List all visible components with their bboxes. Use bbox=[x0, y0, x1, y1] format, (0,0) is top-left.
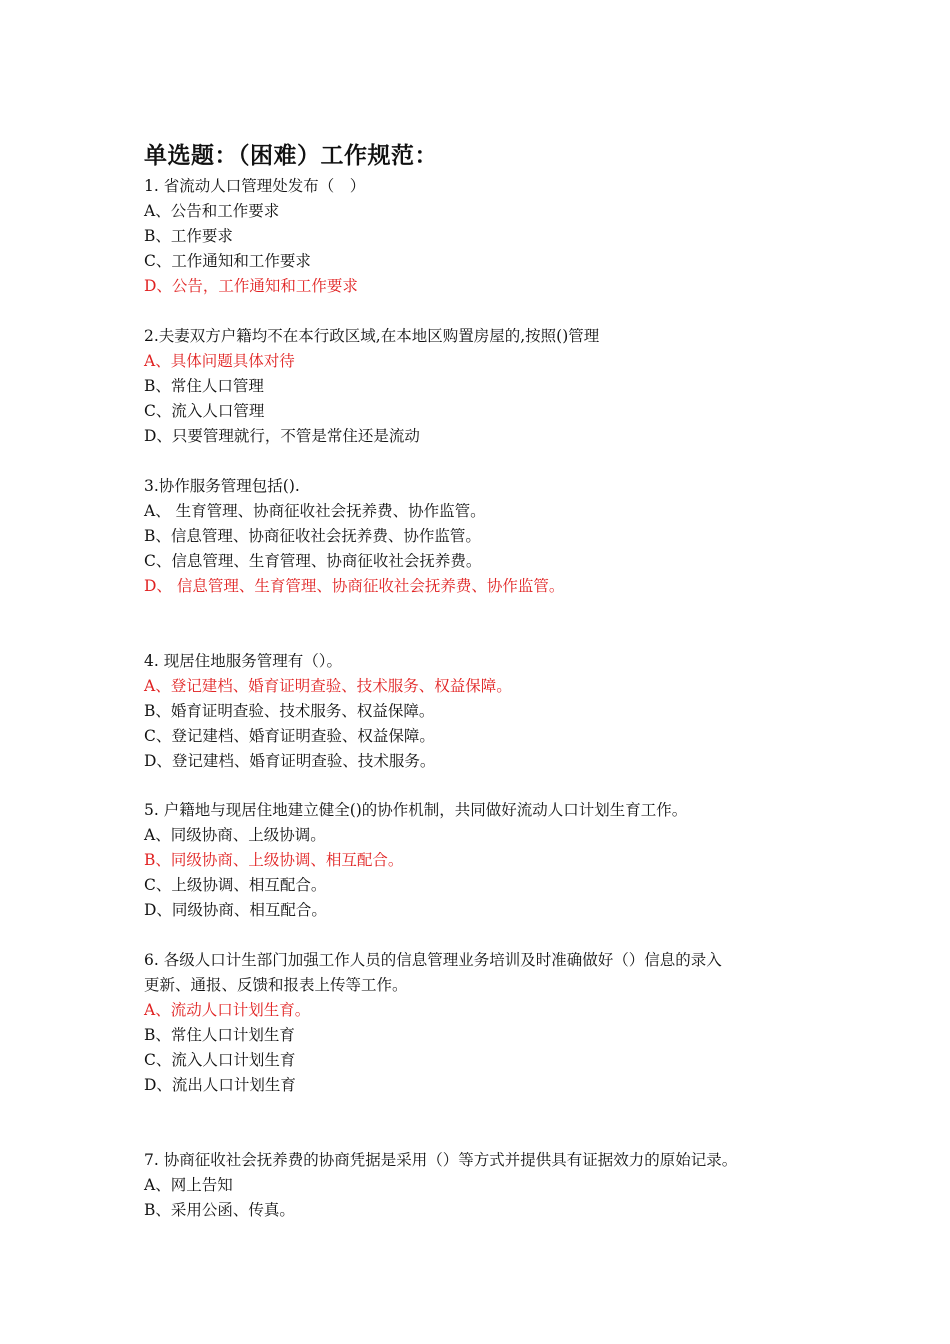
question-2-option-c: C、流入人口管理 bbox=[144, 402, 265, 420]
question-3-option-c: C、信息管理、生育管理、协商征收社会抚养费。 bbox=[144, 552, 482, 570]
question-7-option-a: A、网上告知 bbox=[144, 1176, 233, 1194]
question-1-option-d: D、公告，工作通知和工作要求 bbox=[144, 277, 358, 295]
question-5-option-a: A、同级协商、上级协调。 bbox=[144, 826, 326, 844]
question-6-option-b: B、常住人口计划生育 bbox=[144, 1026, 295, 1044]
question-6-option-a: A、流动人口计划生育。 bbox=[144, 1001, 311, 1019]
question-3-stem: 3.协作服务管理包括(). bbox=[144, 477, 300, 495]
question-7-stem: 7. 协商征收社会抚养费的协商凭据是采用（）等方式并提供具有证据效力的原始记录。 bbox=[144, 1151, 738, 1169]
question-5-option-d: D、同级协商、相互配合。 bbox=[144, 901, 327, 919]
question-1-option-a: A、公告和工作要求 bbox=[144, 202, 280, 220]
question-2-stem: 2.夫妻双方户籍均不在本行政区域,在本地区购置房屋的,按照()管理 bbox=[144, 327, 600, 345]
question-4-option-c: C、登记建档、婚育证明查验、权益保障。 bbox=[144, 727, 435, 745]
question-1-option-b: B、工作要求 bbox=[144, 227, 233, 245]
question-5-stem: 5. 户籍地与现居住地建立健全()的协作机制，共同做好流动人口计划生育工作。 bbox=[144, 801, 688, 819]
question-2-option-b: B、常住人口管理 bbox=[144, 377, 264, 395]
question-3-option-a: A、 生育管理、协商征收社会抚养费、协作监管。 bbox=[144, 502, 486, 520]
question-4-stem: 4. 现居住地服务管理有（）。 bbox=[144, 652, 342, 670]
question-4-option-b: B、婚育证明查验、技术服务、权益保障。 bbox=[144, 702, 435, 720]
question-7-option-b: B、采用公函、传真。 bbox=[144, 1201, 295, 1219]
question-6-stem-continued: 更新、通报、反馈和报表上传等工作。 bbox=[144, 976, 408, 994]
page-title: 单选题：（困难）工作规范： bbox=[144, 142, 438, 169]
question-5-option-c: C、上级协调、相互配合。 bbox=[144, 876, 327, 894]
question-1-option-c: C、工作通知和工作要求 bbox=[144, 252, 311, 270]
question-1-stem: 1. 省流动人口管理处发布（ ） bbox=[144, 177, 366, 195]
question-3-option-d: D、 信息管理、生育管理、协商征收社会抚养费、协作监管。 bbox=[144, 577, 565, 595]
question-6-option-c: C、流入人口计划生育 bbox=[144, 1051, 296, 1069]
question-4-option-a: A、登记建档、婚育证明查验、技术服务、权益保障。 bbox=[144, 677, 512, 695]
question-3-option-b: B、信息管理、协商征收社会抚养费、协作监管。 bbox=[144, 527, 481, 545]
question-5-option-b: B、同级协商、上级协调、相互配合。 bbox=[144, 851, 404, 869]
question-2-option-d: D、只要管理就行，不管是常住还是流动 bbox=[144, 427, 420, 445]
question-6-stem: 6. 各级人口计生部门加强工作人员的信息管理业务培训及时准确做好（）信息的录入 bbox=[144, 951, 722, 969]
question-4-option-d: D、登记建档、婚育证明查验、技术服务。 bbox=[144, 752, 436, 770]
question-2-option-a: A、具体问题具体对待 bbox=[144, 352, 295, 370]
question-6-option-d: D、流出人口计划生育 bbox=[144, 1076, 296, 1094]
